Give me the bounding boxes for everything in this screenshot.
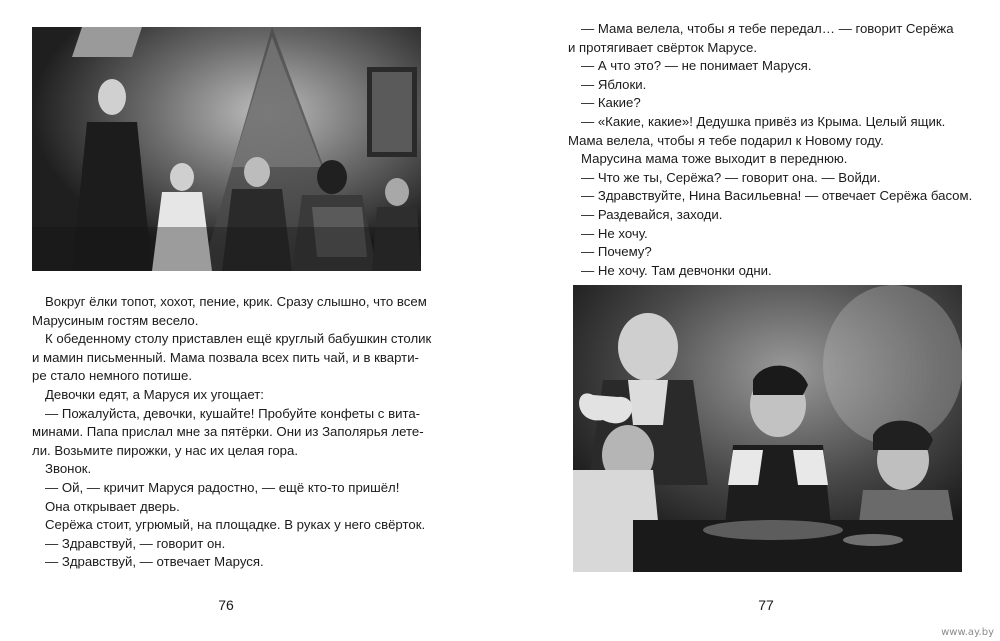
paragraph: Вокруг ёлки топот, хохот, пение, крик. Сразу слышно, что всем Марусиным гостям весело. bbox=[32, 294, 427, 328]
paragraph: — Мама велела, чтобы я тебе передал… — говорит Серёжа и протягивает свёрток Марусе. bbox=[568, 21, 954, 55]
paragraph: Звонок. bbox=[45, 461, 92, 477]
paragraph: — Здравствуй, — говорит он. bbox=[45, 535, 226, 551]
paragraph: — Здравствуйте, Нина Васильевна! — отвечает Серёжа басом. bbox=[581, 188, 973, 204]
page-number-right: 77 bbox=[758, 597, 774, 613]
left-page-text bbox=[32, 293, 431, 572]
christmas-tree-dance-photo bbox=[32, 27, 421, 271]
paragraph: Марусина мама тоже выходит в переднюю. bbox=[581, 151, 848, 167]
tea-table-girls-photo bbox=[573, 285, 962, 572]
paragraph: — Не хочу. bbox=[581, 225, 648, 241]
paragraph: — Пожалуйста, девочки, кушайте! Пробуйте конфеты с вита- минами. Папа прислал мне за пятёрки. Они из Заполярья лете- ли. Возьмите пирожки, у нас их целая гора. bbox=[32, 405, 424, 458]
right-page bbox=[500, 0, 1000, 641]
paragraph: — Какие? bbox=[581, 95, 641, 111]
paragraph: — Яблоки. bbox=[581, 76, 647, 92]
paragraph: Она открывает дверь. bbox=[45, 498, 180, 514]
paragraph: К обеденному столу приставлен ещё круглый бабушкин столик и мамин письменный. Мама позвала всех пить чай, и в кварти- ре стало немного потише. bbox=[32, 331, 432, 384]
paragraph: — А что это? — не понимает Маруся. bbox=[581, 58, 812, 74]
paragraph: — Не хочу. Там девчонки одни. bbox=[581, 262, 772, 278]
paragraph: — Почему? bbox=[581, 244, 652, 260]
paragraph: Серёжа стоит, угрюмый, на площадке. В руках у него свёрток. bbox=[45, 517, 426, 533]
right-page-text bbox=[568, 20, 972, 280]
paragraph: — Что же ты, Серёжа? — говорит она. — Войди. bbox=[581, 169, 881, 185]
paragraph: — Раздевайся, заходи. bbox=[581, 206, 723, 222]
paragraph: — «Какие, какие»! Дедушка привёз из Крыма. Целый ящик. Мама велела, чтобы я тебе подарил к Новому году. bbox=[568, 113, 946, 148]
paragraph: — Здравствуй, — отвечает Маруся. bbox=[45, 554, 264, 570]
page-number-left: 76 bbox=[218, 597, 234, 613]
paragraph: — Ой, — кричит Маруся радостно, — ещё кто-то пришёл! bbox=[45, 479, 400, 495]
paragraph: Девочки едят, а Маруся их угощает: bbox=[45, 386, 264, 402]
watermark: www.ay.by bbox=[941, 627, 994, 638]
